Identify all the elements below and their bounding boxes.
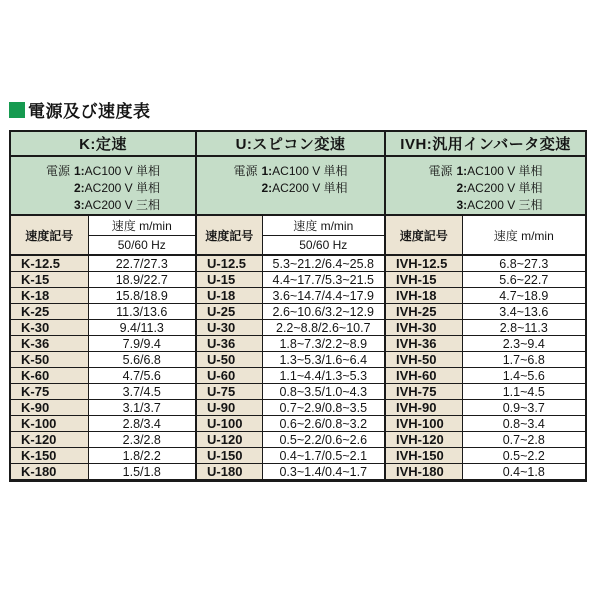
speed-code-cell: K-90 [10,400,88,416]
column-header-row [10,215,586,235]
power-label: 電源 [428,164,453,178]
speed-code-cell: U-18 [196,288,262,304]
speed-code-cell: U-180 [196,464,262,481]
table-row [10,272,586,288]
power-line: 2:AC200 V 単相 [73,181,161,195]
speed-value-cell: 4.7~18.9 [462,288,586,304]
col-header-speed-u: 速度 m/min [262,215,385,235]
speed-code-cell: K-12.5 [10,255,88,272]
power-line: 1:AC100 V 単相 [261,164,348,178]
table-row [10,432,586,448]
speed-code-cell: IVH-100 [385,416,462,432]
speed-code-cell: IVH-18 [385,288,462,304]
speed-code-cell: U-36 [196,336,262,352]
power-cell-ivh [385,156,586,215]
speed-value-cell: 0.8~3.4 [462,416,586,432]
col-header-speed-ivh: 速度 m/min [462,215,586,255]
group-title-k: K:定速 [10,131,196,156]
power-label: 電源 [233,164,258,178]
speed-code-cell: K-100 [10,416,88,432]
speed-value-cell: 1.8/2.2 [88,448,196,464]
speed-code-cell: IVH-30 [385,320,462,336]
power-line: 3:AC200 V 三相 [73,198,161,212]
speed-value-cell: 0.8~3.5/1.0~4.3 [262,384,385,400]
speed-code-cell: IVH-25 [385,304,462,320]
table-row [10,416,586,432]
speed-value-cell: 3.1/3.7 [88,400,196,416]
speed-code-cell: IVH-12.5 [385,255,462,272]
speed-code-cell: K-18 [10,288,88,304]
speed-code-cell: K-180 [10,464,88,481]
speed-code-cell: K-150 [10,448,88,464]
speed-code-cell: IVH-50 [385,352,462,368]
speed-value-cell: 0.9~3.7 [462,400,586,416]
table-row [10,464,586,481]
speed-code-cell: IVH-75 [385,384,462,400]
speed-code-cell: U-12.5 [196,255,262,272]
speed-value-cell: 3.7/4.5 [88,384,196,400]
speed-code-cell: K-30 [10,320,88,336]
page-title [9,97,600,122]
speed-code-cell: U-15 [196,272,262,288]
section-marker-icon [9,102,25,118]
speed-value-cell: 0.7~2.8 [462,432,586,448]
speed-code-cell: K-25 [10,304,88,320]
col-header-code-ivh: 速度記号 [385,215,462,255]
speed-code-cell: K-120 [10,432,88,448]
speed-table-body [10,255,586,481]
speed-value-cell: 3.6~14.7/4.4~17.9 [262,288,385,304]
speed-value-cell: 0.5~2.2/0.6~2.6 [262,432,385,448]
speed-value-cell: 2.3/2.8 [88,432,196,448]
table-row [10,352,586,368]
speed-value-cell: 15.8/18.9 [88,288,196,304]
col-header-code-k: 速度記号 [10,215,88,255]
speed-value-cell: 9.4/11.3 [88,320,196,336]
speed-value-cell: 2.8~11.3 [462,320,586,336]
table-row [10,304,586,320]
speed-value-cell: 0.4~1.8 [462,464,586,481]
speed-code-cell: IVH-60 [385,368,462,384]
speed-value-cell: 2.2~8.8/2.6~10.7 [262,320,385,336]
table-row [10,288,586,304]
speed-code-cell: IVH-15 [385,272,462,288]
speed-value-cell: 0.6~2.6/0.8~3.2 [262,416,385,432]
speed-value-cell: 0.3~1.4/0.4~1.7 [262,464,385,481]
speed-value-cell: 1.5/1.8 [88,464,196,481]
speed-table [9,130,587,482]
speed-code-cell: U-150 [196,448,262,464]
speed-value-cell: 4.4~17.7/5.3~21.5 [262,272,385,288]
power-row [10,156,586,215]
speed-value-cell: 7.9/9.4 [88,336,196,352]
speed-value-cell: 0.4~1.7/0.5~2.1 [262,448,385,464]
table-row [10,448,586,464]
speed-code-cell: IVH-150 [385,448,462,464]
speed-value-cell: 2.8/3.4 [88,416,196,432]
col-header-code-u: 速度記号 [196,215,262,255]
speed-code-cell: U-25 [196,304,262,320]
speed-value-cell: 5.6/6.8 [88,352,196,368]
page-title-text: 電源及び速度表 [28,102,151,121]
group-title-ivh: IVH:汎用インバータ変速 [385,131,586,156]
speed-value-cell: 4.7/5.6 [88,368,196,384]
speed-value-cell: 1.8~7.3/2.2~8.9 [262,336,385,352]
speed-value-cell: 5.3~21.2/6.4~25.8 [262,255,385,272]
table-row [10,368,586,384]
table-row [10,320,586,336]
speed-code-cell: IVH-180 [385,464,462,481]
speed-value-cell: 22.7/27.3 [88,255,196,272]
power-line: 1:AC100 V 単相 [73,164,161,178]
speed-value-cell: 1.1~4.5 [462,384,586,400]
speed-code-cell: U-50 [196,352,262,368]
speed-value-cell: 2.3~9.4 [462,336,586,352]
table-row [10,255,586,272]
speed-code-cell: U-75 [196,384,262,400]
speed-code-cell: K-36 [10,336,88,352]
speed-value-cell: 0.7~2.9/0.8~3.5 [262,400,385,416]
col-header-speed-k: 速度 m/min [88,215,196,235]
speed-code-cell: IVH-120 [385,432,462,448]
speed-code-cell: U-120 [196,432,262,448]
table-row [10,400,586,416]
speed-value-cell: 11.3/13.6 [88,304,196,320]
speed-code-cell: K-75 [10,384,88,400]
speed-code-cell: IVH-36 [385,336,462,352]
speed-value-cell: 5.6~22.7 [462,272,586,288]
power-line: 1:AC100 V 単相 [456,164,543,178]
speed-code-cell: K-15 [10,272,88,288]
speed-value-cell: 6.8~27.3 [462,255,586,272]
speed-value-cell: 2.6~10.6/3.2~12.9 [262,304,385,320]
speed-code-cell: U-30 [196,320,262,336]
speed-value-cell: 0.5~2.2 [462,448,586,464]
table-row [10,384,586,400]
speed-code-cell: U-90 [196,400,262,416]
speed-code-cell: IVH-90 [385,400,462,416]
group-title-row [10,131,586,156]
speed-code-cell: U-60 [196,368,262,384]
power-label: 電源 [45,164,70,178]
speed-value-cell: 18.9/22.7 [88,272,196,288]
speed-code-cell: K-60 [10,368,88,384]
col-subheader-hz-u: 50/60 Hz [262,235,385,255]
speed-value-cell: 1.4~5.6 [462,368,586,384]
speed-value-cell: 1.3~5.3/1.6~6.4 [262,352,385,368]
power-line: 2:AC200 V 単相 [456,181,543,195]
power-cell-u [196,156,385,215]
power-line: 3:AC200 V 三相 [456,198,543,212]
power-line: 2:AC200 V 単相 [261,181,348,195]
table-row [10,336,586,352]
speed-code-cell: K-50 [10,352,88,368]
speed-value-cell: 1.7~6.8 [462,352,586,368]
group-title-u: U:スピコン変速 [196,131,385,156]
speed-code-cell: U-100 [196,416,262,432]
power-cell-k [10,156,196,215]
speed-value-cell: 1.1~4.4/1.3~5.3 [262,368,385,384]
speed-value-cell: 3.4~13.6 [462,304,586,320]
col-subheader-hz-k: 50/60 Hz [88,235,196,255]
